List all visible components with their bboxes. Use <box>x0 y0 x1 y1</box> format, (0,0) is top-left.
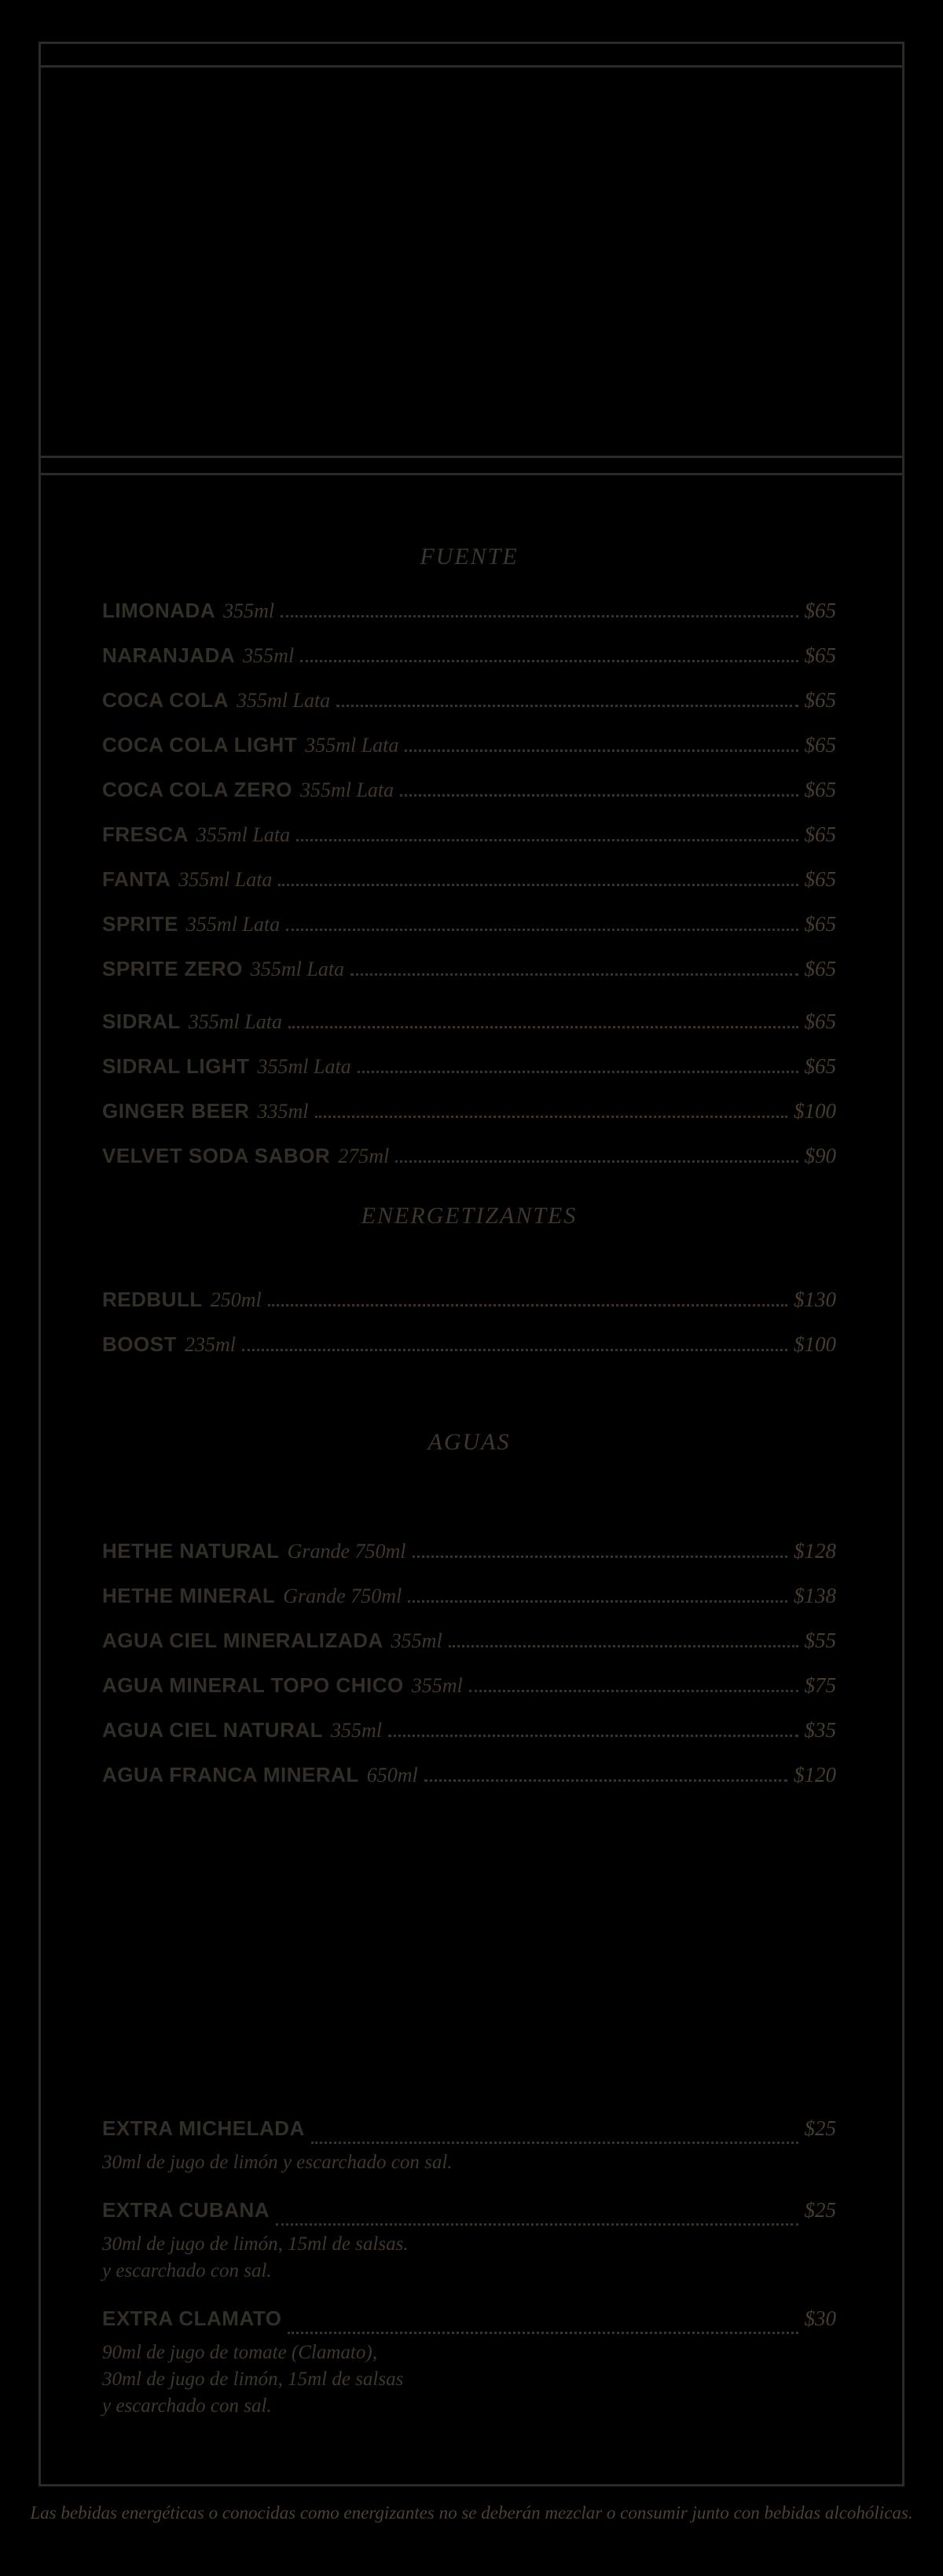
dot-leader <box>424 1779 787 1782</box>
dot-leader <box>350 973 798 976</box>
item-size: 355ml Lata <box>178 868 273 891</box>
menu-item-row <box>102 823 836 847</box>
item-name: BOOST <box>102 1332 177 1356</box>
menu-item-row <box>102 1629 836 1653</box>
item-price: $25 <box>804 2116 836 2140</box>
item-size: 355ml <box>331 1719 383 1742</box>
menu-item-row <box>102 1539 836 1563</box>
menu-item <box>102 1322 836 1367</box>
dot-leader <box>408 1600 787 1603</box>
menu-item <box>102 1044 836 1089</box>
dot-leader <box>296 839 798 841</box>
dot-leader <box>300 660 798 662</box>
menu-item-row <box>102 912 836 936</box>
item-name: REDBULL <box>102 1288 203 1311</box>
item-price: $75 <box>804 1673 836 1697</box>
section-extras <box>102 2105 836 2420</box>
item-size: 355ml Lata <box>196 823 291 846</box>
item-name: SIDRAL LIGHT <box>102 1054 250 1078</box>
item-name: SIDRAL <box>102 1010 181 1033</box>
menu-item <box>102 1277 836 1322</box>
logo-divider-band <box>41 458 902 475</box>
section-energetizantes <box>102 1202 836 1367</box>
item-price: $90 <box>804 1144 836 1167</box>
item-description: 90ml de jugo de tomate (Clamato), <box>102 2342 377 2363</box>
menu-item <box>102 1574 836 1618</box>
item-description: 30ml de jugo de limón, 15ml de salsas. <box>102 2233 409 2255</box>
dot-leader <box>276 2223 798 2226</box>
menu-item-row <box>102 1010 836 1034</box>
dot-leader <box>288 2332 798 2334</box>
dot-leader <box>388 1735 798 1737</box>
item-size: 355ml <box>391 1629 442 1652</box>
item-price: $120 <box>794 1763 836 1786</box>
menu-item <box>102 1529 836 1574</box>
item-name: AGUA MINERAL TOPO CHICO <box>102 1673 404 1697</box>
menu-item <box>102 812 836 857</box>
menu-item-row <box>102 1332 836 1357</box>
item-description: y escarchado con sal. <box>102 2260 272 2281</box>
menu-item <box>102 902 836 947</box>
item-price: $30 <box>804 2307 836 2330</box>
item-size: 250ml <box>210 1288 262 1311</box>
item-size: 275ml <box>338 1145 390 1167</box>
item-size: 355ml Lata <box>236 689 331 712</box>
menu-item-row <box>102 867 836 892</box>
item-name: GINGER BEER <box>102 1099 250 1123</box>
menu-item <box>102 633 836 678</box>
menu-item <box>102 1708 836 1753</box>
item-size: 355ml Lata <box>188 1010 282 1033</box>
section-rows <box>102 1277 836 1367</box>
item-name: AGUA CIEL MINERALIZADA <box>102 1629 383 1652</box>
dot-leader <box>358 1071 798 1073</box>
item-price: $128 <box>794 1539 836 1563</box>
menu-item <box>102 1089 836 1134</box>
item-price: $25 <box>804 2198 836 2222</box>
item-name: FRESCA <box>102 823 189 846</box>
menu-item-row <box>102 733 836 757</box>
item-description: 30ml de jugo de limón y escarchado con sal. <box>102 2152 453 2173</box>
item-size: 355ml Lata <box>299 779 394 801</box>
item-name: AGUA FRANCA MINERAL <box>102 1763 359 1786</box>
item-size: 335ml <box>257 1100 309 1123</box>
item-name: HETHE MINERAL <box>102 1584 276 1607</box>
section-rows <box>102 588 836 1178</box>
section-title: ENERGETIZANTES <box>361 1203 578 1229</box>
menu-item <box>102 2296 836 2420</box>
menu-item <box>102 678 836 723</box>
dot-leader <box>281 615 798 617</box>
menu-item-row <box>102 957 836 981</box>
item-size: 355ml Lata <box>185 913 281 936</box>
dot-leader <box>311 2142 798 2144</box>
menu-item <box>102 2105 836 2176</box>
item-size: 355ml Lata <box>305 734 399 757</box>
item-name: SPRITE <box>102 912 178 936</box>
dot-leader <box>242 1349 787 1351</box>
item-name: NARANJADA <box>102 643 236 667</box>
dot-leader <box>268 1304 787 1306</box>
dot-leader <box>315 1116 787 1118</box>
menu-frame <box>39 42 904 2486</box>
menu-item <box>102 857 836 902</box>
dot-leader <box>405 749 798 752</box>
item-name: VELVET SODA SABOR <box>102 1144 331 1167</box>
item-price: $100 <box>794 1099 836 1123</box>
dot-leader <box>413 1555 788 1558</box>
item-name: FANTA <box>102 867 171 891</box>
item-name: EXTRA CUBANA <box>102 2198 270 2222</box>
menu-item-row <box>102 778 836 802</box>
dot-leader <box>400 794 798 797</box>
menu-item-row <box>102 1144 836 1168</box>
item-description: 30ml de jugo de limón, 15ml de salsas <box>102 2369 404 2390</box>
menu-item <box>102 999 836 1044</box>
menu-item-row <box>102 599 836 623</box>
item-price: $65 <box>804 643 836 667</box>
menu-item <box>102 1134 836 1178</box>
menu-item-row <box>102 1054 836 1079</box>
menu-item-row <box>102 1673 836 1698</box>
footer-disclaimer: Las bebidas energéticas o conocidas como energizantes no se deberán mezclar o consumir junto con bebidas alcohólicas. <box>30 2503 913 2523</box>
section-aguas <box>102 1428 836 1797</box>
menu-item-row <box>102 2105 836 2149</box>
menu-item-row <box>102 2296 836 2340</box>
menu-item-row <box>102 688 836 713</box>
item-price: $138 <box>794 1584 836 1607</box>
menu-sections <box>41 543 902 2420</box>
item-size: 235ml <box>184 1333 236 1356</box>
item-price: $65 <box>804 823 836 846</box>
item-price: $65 <box>804 599 836 622</box>
item-size: 355ml Lata <box>250 958 345 980</box>
item-name: EXTRA CLAMATO <box>102 2307 282 2330</box>
item-price: $65 <box>804 1054 836 1078</box>
item-price: $130 <box>794 1288 836 1311</box>
item-size: 355ml <box>243 644 295 667</box>
dot-leader <box>278 884 798 886</box>
dot-leader <box>336 705 798 707</box>
menu-item-row <box>102 1718 836 1742</box>
dot-leader <box>288 1026 798 1028</box>
item-size: Grande 750ml <box>283 1585 402 1607</box>
dot-leader <box>449 1645 798 1647</box>
item-price: $65 <box>804 1010 836 1033</box>
menu-item-row <box>102 1763 836 1787</box>
item-price: $65 <box>804 867 836 891</box>
item-size: 355ml <box>223 599 275 622</box>
item-description: y escarchado con sal. <box>102 2395 272 2417</box>
menu-item <box>102 947 836 991</box>
logo-area <box>41 68 902 458</box>
item-price: $100 <box>794 1332 836 1356</box>
item-size: 355ml Lata <box>257 1055 351 1078</box>
item-name: COCA COLA LIGHT <box>102 733 298 757</box>
menu-item <box>102 768 836 812</box>
section-title: FUENTE <box>420 544 519 570</box>
menu-item-row <box>102 1288 836 1312</box>
item-size: 650ml <box>366 1764 418 1786</box>
item-name: EXTRA MICHELADA <box>102 2116 305 2140</box>
section-fuente <box>102 543 836 1178</box>
menu-item-row <box>102 2187 836 2231</box>
item-name: AGUA CIEL NATURAL <box>102 1718 324 1742</box>
menu-item-row <box>102 643 836 668</box>
menu-item <box>102 1618 836 1663</box>
menu-item <box>102 723 836 768</box>
item-size: 355ml <box>411 1674 463 1697</box>
section-rows <box>102 1529 836 1797</box>
item-price: $65 <box>804 957 836 980</box>
item-price: $65 <box>804 733 836 757</box>
item-name: HETHE NATURAL <box>102 1539 280 1563</box>
item-name: LIMONADA <box>102 599 216 622</box>
item-price: $65 <box>804 778 836 801</box>
section-title: AGUAS <box>427 1429 511 1455</box>
menu-item <box>102 1753 836 1797</box>
item-price: $65 <box>804 688 836 712</box>
menu-item <box>102 1663 836 1708</box>
top-band <box>41 44 902 68</box>
item-size: Grande 750ml <box>287 1540 406 1563</box>
item-price: $55 <box>804 1629 836 1652</box>
dot-leader <box>286 929 798 931</box>
menu-item <box>102 588 836 633</box>
menu-item-row <box>102 1099 836 1123</box>
menu-item <box>102 2187 836 2285</box>
item-price: $35 <box>804 1718 836 1742</box>
section-rows <box>102 2105 836 2420</box>
menu-item-row <box>102 1584 836 1608</box>
item-name: COCA COLA ZERO <box>102 778 292 801</box>
item-name: SPRITE ZERO <box>102 957 243 980</box>
item-price: $65 <box>804 912 836 936</box>
item-name: COCA COLA <box>102 688 229 712</box>
dot-leader <box>469 1690 798 1692</box>
dot-leader <box>395 1160 798 1163</box>
